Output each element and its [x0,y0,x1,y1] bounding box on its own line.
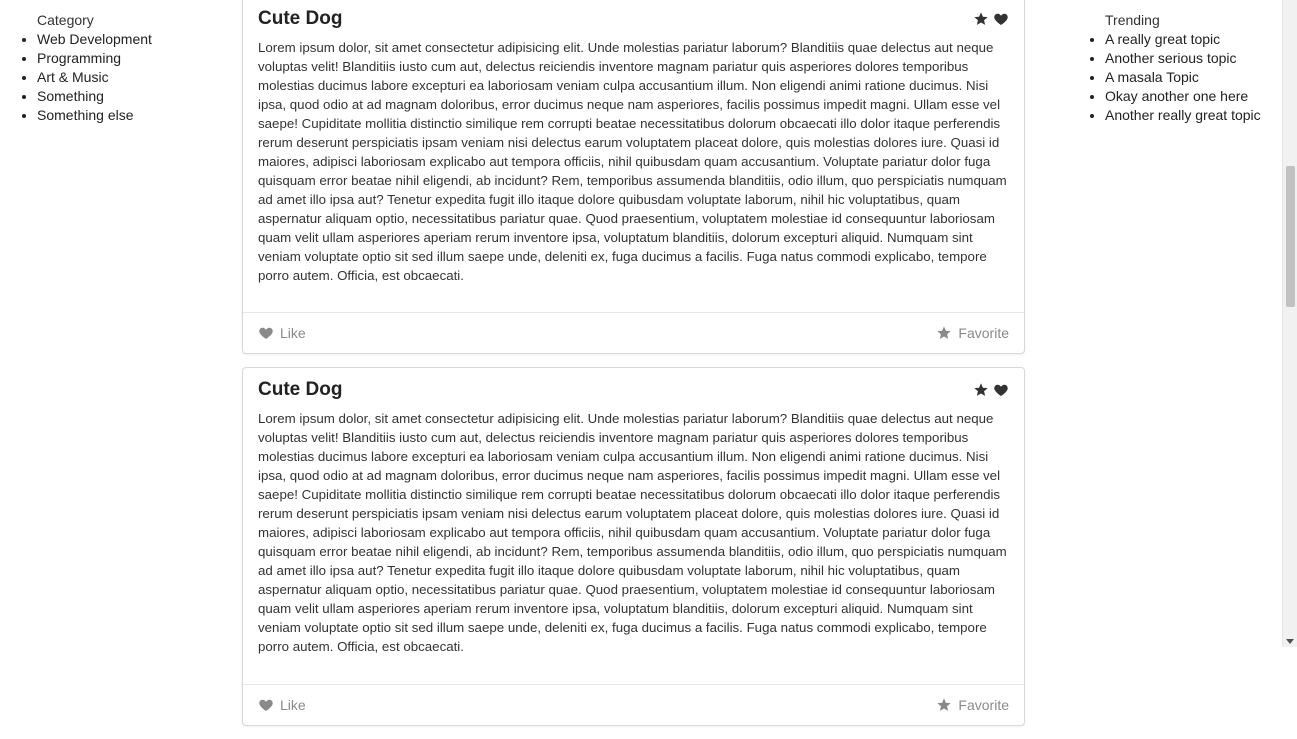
scroll-down-arrow-icon[interactable] [1286,639,1294,644]
star-icon[interactable] [973,11,989,27]
post-header [258,7,1009,31]
trending-item[interactable]: • A really great topic [1105,30,1278,49]
heart-icon[interactable] [993,382,1009,398]
post-text: Lorem ipsum dolor, sit amet consectetur adipisicing elit. Unde molestias pariatur laborum? Blanditiis quae delectus aut neque voluptas velit! Blanditiis iusto cum aut, delectus reiciendis inventore magnam pariatur quis asperiores dolores temporibus molestias ducimus labore excepturi ea laboriosam veniam culpa accusantium illum. Non eligendi animi ratione ducimus. Nisi ipsa, quod odio at ad magnam doloribus, error ducimus neque nam asperiores, facilis possimus impedit magni. Ullam esse vel saepe! Cupiditate mollitia distinctio similique rem corrupti beatae necessitatibus dolorum obcaecati illo dolor itaque perferendis rerum deserunt perspiciatis ipsam veniam nisi delectus earum voluptatem placeat dolore, quis molestias dolores iure. Quasi id maiores, adipisci laboriosam explicabo aut tempora officiis, nihil quibusdam quam accusantium. Voluptate pariatur dolor fuga quisquam error beatae nihil eligendi, ab incidunt? Rem, temporibus assumenda blanditiis, odio illum, quo perspiciatis numquam ad amet illo ipsa aut? Tenetur expedita fugit illo itaque dolore quibusdam voluptate laborum, nihil hic voluptatibus, quam aspernatur aliquam optio, necessitatibus pariatur quae. Quod praesentium, voluptatem molestiae id consequuntur laboriosam quam velit ullam asperiores aperiam rerum inventore ipsa, voluptatum blanditiis, dolorum excepturi aliquid. Numquam sint veniam voluptate optio sit sed illum saepe unde, deleniti ex, fuga ducimus a facilis. Fuga natus commodi explicabo, tempore porro autem. Officia, est obcaecati. [258,40,1007,283]
trending-sidebar [1068,11,1278,125]
post-header-icons [973,11,1009,27]
post-footer [243,312,1024,353]
star-icon[interactable] [973,382,989,398]
heart-icon[interactable] [993,11,1009,27]
post-body [243,368,1024,683]
like-button[interactable] [258,325,306,341]
heart-icon [258,325,274,341]
post-card [242,0,1025,354]
trending-item[interactable]: • A masala Topic [1105,68,1278,87]
trending-item[interactable]: • Another serious topic [1105,49,1278,68]
category-item[interactable]: • Art & Music [37,68,230,87]
favorite-label: Favorite [958,325,1009,342]
scrollbar-thumb[interactable] [1286,166,1295,307]
like-label: Like [280,325,306,342]
trending-heading: Trending [1105,12,1160,28]
vertical-scrollbar[interactable] [1282,0,1297,647]
category-list [0,30,230,125]
trending-item[interactable]: • Another really great topic [1105,106,1278,125]
favorite-button[interactable] [936,697,1009,713]
post-title: Cute Dog [258,8,343,29]
category-item[interactable]: • Web Development [37,30,230,49]
favorite-label: Favorite [958,696,1009,713]
post-feed [242,0,1025,739]
trending-list [1068,30,1278,125]
post-body [243,0,1024,312]
category-heading: Category [37,12,94,28]
star-icon [936,325,952,341]
star-icon [936,697,952,713]
trending-item[interactable]: • Okay another one here [1105,87,1278,106]
favorite-button[interactable] [936,325,1009,341]
post-title: Cute Dog [258,379,343,401]
category-item[interactable]: • Something [37,87,230,106]
category-sidebar [0,11,230,125]
post-footer [243,684,1024,725]
like-label: Like [280,696,306,713]
post-header [258,378,1009,402]
heart-icon [258,697,274,713]
category-item[interactable]: • Something else [37,106,230,125]
like-button[interactable] [258,697,306,713]
post-text: Lorem ipsum dolor, sit amet consectetur adipisicing elit. Unde molestias pariatur laborum? Blanditiis quae delectus aut neque voluptas velit! Blanditiis iusto cum aut, delectus reiciendis inventore magnam pariatur quis asperiores dolores temporibus molestias ducimus labore excepturi ea laboriosam veniam culpa accusantium illum. Non eligendi animi ratione ducimus. Nisi ipsa, quod odio at ad magnam doloribus, error ducimus neque nam asperiores, facilis possimus impedit magni. Ullam esse vel saepe! Cupiditate mollitia distinctio similique rem corrupti beatae necessitatibus dolorum obcaecati illo dolor itaque perferendis rerum deserunt perspiciatis ipsam veniam nisi delectus earum voluptatem placeat dolore, quis molestias dolores iure. Quasi id maiores, adipisci laboriosam explicabo aut tempora officiis, nihil quibusdam quam accusantium. Voluptate pariatur dolor fuga quisquam error beatae nihil eligendi, ab incidunt? Rem, temporibus assumenda blanditiis, odio illum, quo perspiciatis numquam ad amet illo ipsa aut? Tenetur expedita fugit illo itaque dolore quibusdam voluptate laborum, nihil hic voluptatibus, quam aspernatur aliquam optio, necessitatibus pariatur quae. Quod praesentium, voluptatem molestiae id consequuntur laboriosam quam velit ullam asperiores aperiam rerum inventore ipsa, voluptatum blanditiis, dolorum excepturi aliquid. Numquam sint veniam voluptate optio sit sed illum saepe unde, deleniti ex, fuga ducimus a facilis. Fuga natus commodi explicabo, tempore porro autem. Officia, est obcaecati. [258,411,1007,655]
category-item[interactable]: • Programming [37,49,230,68]
post-header-icons [973,382,1009,398]
post-card [242,367,1025,725]
